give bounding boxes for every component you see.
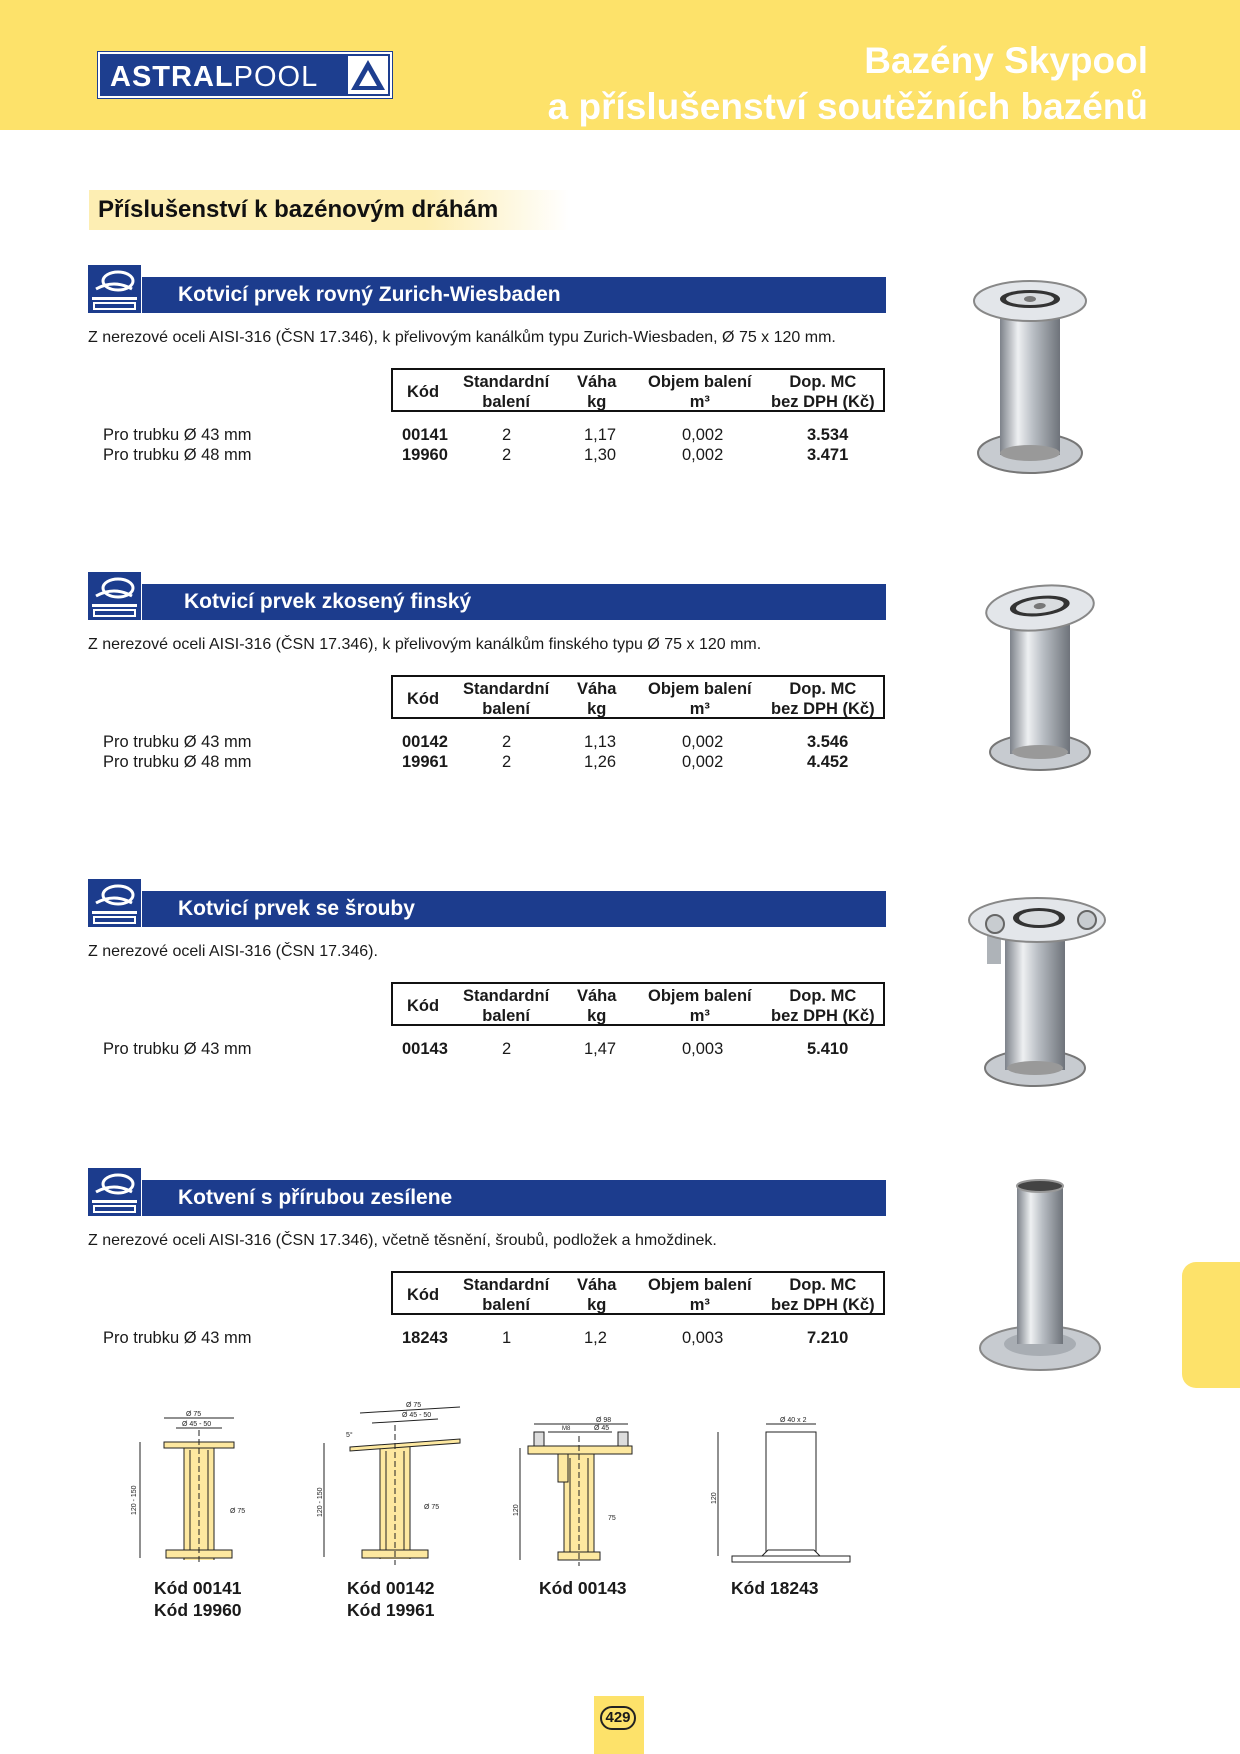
pool-lane-icon xyxy=(88,879,141,927)
table-row: Pro trubku Ø 43 mm 00142 2 1,13 0,002 3.546 xyxy=(103,733,849,751)
svg-text:Ø 75: Ø 75 xyxy=(406,1402,422,1409)
svg-text:120: 120 xyxy=(711,1492,718,1504)
chapter-tab xyxy=(1182,1262,1240,1388)
drawing-caption: Kód 00143 xyxy=(539,1578,627,1598)
table-header: Kód Standardní balení Váha kg Objem balení m³ Dop. MC bez DPH (Kč) xyxy=(391,982,885,1026)
svg-text:Ø 40 x 2: Ø 40 x 2 xyxy=(780,1417,807,1424)
svg-text:M8: M8 xyxy=(562,1426,571,1432)
product-title-bar: Kotvicí prvek zkosený finský xyxy=(142,584,886,620)
product-title-bar: Kotvicí prvek se šrouby xyxy=(142,891,886,927)
header-title: Bazény Skypool a příslušenství soutěžních bazénů xyxy=(547,40,1148,127)
logo-triangle-icon xyxy=(348,56,388,94)
svg-text:Ø 45: Ø 45 xyxy=(594,1425,610,1432)
drawing-caption: Kód 18243 xyxy=(731,1578,819,1598)
svg-text:Ø 75: Ø 75 xyxy=(186,1411,202,1418)
product-photo xyxy=(980,582,1100,782)
svg-text:Ø 45 - 50: Ø 45 - 50 xyxy=(182,1421,212,1428)
svg-text:120 - 150: 120 - 150 xyxy=(317,1487,324,1517)
table-header: Kód Standardní balení Váha kg Objem balení m³ Dop. MC bez DPH (Kč) xyxy=(391,675,885,719)
product-photo xyxy=(965,892,1115,1097)
svg-text:5°: 5° xyxy=(346,1432,353,1439)
pool-lane-icon xyxy=(88,572,141,620)
table-row: Pro trubku Ø 43 mm 00143 2 1,47 0,003 5.410 xyxy=(103,1040,849,1058)
svg-text:75: 75 xyxy=(608,1515,616,1522)
table-header: Kód Standardní balení Váha kg Objem balení m³ Dop. MC bez DPH (Kč) xyxy=(391,1271,885,1315)
product-title-bar: Kotvení s přírubou zesílene xyxy=(142,1180,886,1216)
product-description: Z nerezové oceli AISI-316 (ČSN 17.346), včetně těsnění, šroubů, podložek a hmoždinek. xyxy=(88,1232,717,1249)
product-description: Z nerezové oceli AISI-316 (ČSN 17.346), k přelivovým kanálkům typu Zurich-Wiesbaden, Ø 75 x 120 mm. xyxy=(88,329,836,346)
svg-text:Ø 45 - 50: Ø 45 - 50 xyxy=(402,1412,432,1419)
drawing-caption: Kód 00142 Kód 19961 xyxy=(347,1578,435,1620)
svg-text:120: 120 xyxy=(513,1504,520,1516)
logo-text: ASTRALPOOL xyxy=(110,61,319,93)
product-photo xyxy=(975,1178,1105,1378)
product-title-bar: Kotvicí prvek rovný Zurich-Wiesbaden xyxy=(142,277,886,313)
page-number: 429 xyxy=(600,1706,636,1730)
table-row: Pro trubku Ø 48 mm 19960 2 1,30 0,002 3.471 xyxy=(103,446,849,464)
technical-drawing xyxy=(124,1400,274,1570)
table-row: Pro trubku Ø 48 mm 19961 2 1,26 0,002 4.452 xyxy=(103,753,849,771)
table-row: Pro trubku Ø 43 mm 00141 2 1,17 0,002 3.534 xyxy=(103,426,849,444)
table-header: Kód Standardní balení Váha kg Objem balení m³ Dop. MC bez DPH (Kč) xyxy=(391,368,885,412)
section-heading: Příslušenství k bazénovým dráhám xyxy=(89,190,569,230)
technical-drawing xyxy=(700,1410,860,1570)
page-number-box xyxy=(594,1696,644,1754)
product-photo xyxy=(970,275,1090,485)
technical-drawing xyxy=(508,1410,658,1570)
svg-text:Ø 75: Ø 75 xyxy=(230,1508,246,1515)
pool-lane-icon xyxy=(88,1168,141,1216)
technical-drawing xyxy=(310,1395,470,1570)
product-description: Z nerezové oceli AISI-316 (ČSN 17.346). xyxy=(88,943,378,960)
drawing-caption: Kód 00141 Kód 19960 xyxy=(154,1578,242,1620)
svg-text:120 - 150: 120 - 150 xyxy=(131,1485,138,1515)
product-description: Z nerezové oceli AISI-316 (ČSN 17.346), k přelivovým kanálkům finského typu Ø 75 x 120 mm. xyxy=(88,636,762,653)
svg-text:Ø 75: Ø 75 xyxy=(424,1504,440,1511)
svg-text:Ø 98: Ø 98 xyxy=(596,1417,612,1424)
pool-lane-icon xyxy=(88,265,141,313)
astralpool-logo xyxy=(98,52,392,98)
table-row: Pro trubku Ø 43 mm 18243 1 1,2 0,003 7.210 xyxy=(103,1329,849,1347)
